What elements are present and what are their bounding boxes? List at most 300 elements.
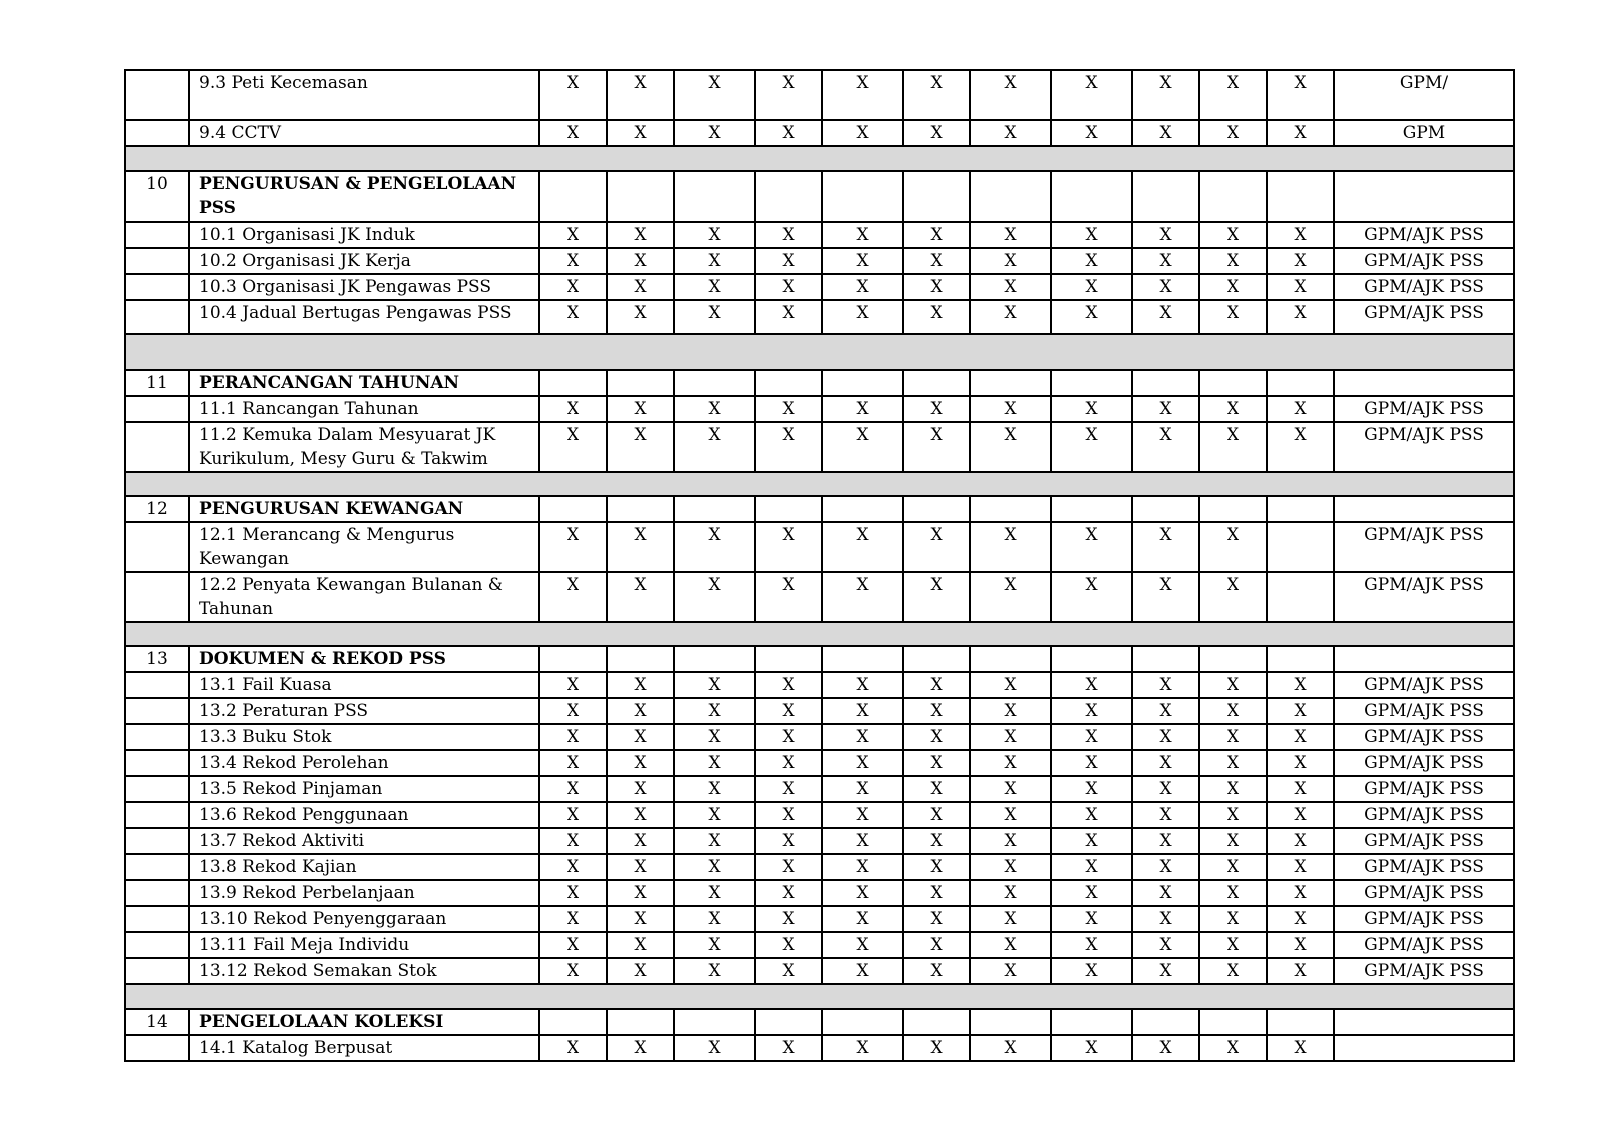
mark-cell bbox=[1132, 370, 1199, 396]
mark-cell: X bbox=[1132, 248, 1199, 274]
mark-cell: X bbox=[1051, 1035, 1132, 1061]
mark-cell: X bbox=[755, 120, 822, 146]
mark-cell: X bbox=[903, 828, 970, 854]
mark-cell bbox=[1051, 646, 1132, 672]
mark-cell bbox=[970, 496, 1051, 522]
mark-cell: X bbox=[822, 120, 903, 146]
mark-cell: X bbox=[822, 222, 903, 248]
responsible-cell: GPM/AJK PSS bbox=[1334, 274, 1514, 300]
table-row bbox=[125, 958, 1514, 984]
mark-cell: X bbox=[539, 932, 607, 958]
responsible-cell bbox=[1334, 646, 1514, 672]
mark-cell: X bbox=[755, 724, 822, 750]
mark-cell: X bbox=[755, 70, 822, 120]
mark-cell: X bbox=[755, 828, 822, 854]
mark-cell: X bbox=[1267, 958, 1334, 984]
mark-cell: X bbox=[607, 880, 674, 906]
responsible-cell: GPM/AJK PSS bbox=[1334, 672, 1514, 698]
mark-cell: X bbox=[1199, 672, 1267, 698]
mark-cell: X bbox=[1132, 222, 1199, 248]
responsible-cell: GPM/AJK PSS bbox=[1334, 776, 1514, 802]
responsible-cell: GPM/AJK PSS bbox=[1334, 698, 1514, 724]
item-label: 13.8 Rekod Kajian bbox=[189, 854, 539, 880]
mark-cell: X bbox=[970, 1035, 1051, 1061]
mark-cell: X bbox=[903, 906, 970, 932]
mark-cell: X bbox=[755, 958, 822, 984]
mark-cell: X bbox=[1132, 958, 1199, 984]
mark-cell: X bbox=[822, 274, 903, 300]
responsible-cell: GPM/AJK PSS bbox=[1334, 880, 1514, 906]
section-header-row bbox=[125, 646, 1514, 672]
mark-cell: X bbox=[822, 880, 903, 906]
mark-cell bbox=[674, 171, 755, 222]
mark-cell: X bbox=[607, 932, 674, 958]
mark-cell: X bbox=[674, 572, 755, 622]
mark-cell bbox=[539, 370, 607, 396]
mark-cell: X bbox=[970, 958, 1051, 984]
table-row bbox=[125, 776, 1514, 802]
mark-cell: X bbox=[822, 70, 903, 120]
mark-cell: X bbox=[539, 248, 607, 274]
section-number bbox=[125, 222, 189, 248]
mark-cell: X bbox=[1132, 120, 1199, 146]
item-label: 13.6 Rekod Penggunaan bbox=[189, 802, 539, 828]
mark-cell: X bbox=[970, 274, 1051, 300]
mark-cell bbox=[607, 370, 674, 396]
item-label: 9.4 CCTV bbox=[189, 120, 539, 146]
mark-cell: X bbox=[1051, 274, 1132, 300]
section-number bbox=[125, 880, 189, 906]
mark-cell bbox=[1132, 1009, 1199, 1035]
mark-cell: X bbox=[755, 906, 822, 932]
mark-cell: X bbox=[1267, 828, 1334, 854]
mark-cell: X bbox=[674, 70, 755, 120]
item-label: 10.1 Organisasi JK Induk bbox=[189, 222, 539, 248]
mark-cell: X bbox=[1199, 724, 1267, 750]
responsible-cell bbox=[1334, 171, 1514, 222]
table-row bbox=[125, 1035, 1514, 1061]
mark-cell: X bbox=[1267, 698, 1334, 724]
section-header-row bbox=[125, 171, 1514, 222]
mark-cell: X bbox=[539, 828, 607, 854]
mark-cell bbox=[1132, 496, 1199, 522]
mark-cell bbox=[607, 171, 674, 222]
mark-cell bbox=[755, 171, 822, 222]
mark-cell: X bbox=[822, 958, 903, 984]
mark-cell: X bbox=[607, 828, 674, 854]
mark-cell: X bbox=[1267, 880, 1334, 906]
mark-cell: X bbox=[1267, 750, 1334, 776]
mark-cell: X bbox=[674, 802, 755, 828]
mark-cell: X bbox=[607, 958, 674, 984]
mark-cell: X bbox=[607, 422, 674, 472]
mark-cell: X bbox=[755, 750, 822, 776]
mark-cell: X bbox=[607, 698, 674, 724]
mark-cell: X bbox=[1267, 1035, 1334, 1061]
section-header-row bbox=[125, 370, 1514, 396]
mark-cell: X bbox=[607, 750, 674, 776]
mark-cell: X bbox=[1051, 906, 1132, 932]
mark-cell: X bbox=[1199, 248, 1267, 274]
mark-cell bbox=[539, 1009, 607, 1035]
mark-cell: X bbox=[1132, 854, 1199, 880]
mark-cell: X bbox=[1132, 776, 1199, 802]
mark-cell: X bbox=[970, 776, 1051, 802]
mark-cell: X bbox=[1199, 222, 1267, 248]
mark-cell: X bbox=[1199, 300, 1267, 334]
mark-cell: X bbox=[1267, 672, 1334, 698]
section-header-row bbox=[125, 496, 1514, 522]
mark-cell: X bbox=[1051, 422, 1132, 472]
mark-cell: X bbox=[822, 572, 903, 622]
mark-cell: X bbox=[755, 274, 822, 300]
mark-cell: X bbox=[1132, 396, 1199, 422]
mark-cell: X bbox=[674, 854, 755, 880]
mark-cell: X bbox=[903, 522, 970, 572]
mark-cell bbox=[674, 646, 755, 672]
table-row bbox=[125, 828, 1514, 854]
mark-cell: X bbox=[607, 120, 674, 146]
section-number bbox=[125, 248, 189, 274]
mark-cell: X bbox=[1199, 880, 1267, 906]
responsible-cell: GPM/AJK PSS bbox=[1334, 522, 1514, 572]
table-row bbox=[125, 70, 1514, 120]
mark-cell: X bbox=[1051, 750, 1132, 776]
mark-cell bbox=[1051, 496, 1132, 522]
responsible-cell: GPM/AJK PSS bbox=[1334, 724, 1514, 750]
separator-cell bbox=[125, 146, 1514, 171]
mark-cell bbox=[607, 496, 674, 522]
mark-cell bbox=[970, 646, 1051, 672]
mark-cell: X bbox=[674, 300, 755, 334]
item-label: 9.3 Peti Kecemasan bbox=[189, 70, 539, 120]
mark-cell: X bbox=[755, 300, 822, 334]
mark-cell: X bbox=[674, 274, 755, 300]
mark-cell: X bbox=[822, 672, 903, 698]
item-label: 11.2 Kemuka Dalam Mesyuarat JK Kurikulum, Mesy Guru & Takwim bbox=[189, 422, 539, 472]
mark-cell bbox=[970, 171, 1051, 222]
mark-cell: X bbox=[539, 776, 607, 802]
mark-cell: X bbox=[822, 396, 903, 422]
mark-cell bbox=[903, 370, 970, 396]
mark-cell: X bbox=[1051, 222, 1132, 248]
section-title: PENGELOLAAN KOLEKSI bbox=[189, 1009, 539, 1035]
section-number bbox=[125, 724, 189, 750]
mark-cell bbox=[1267, 496, 1334, 522]
section-number bbox=[125, 698, 189, 724]
mark-cell: X bbox=[1199, 698, 1267, 724]
mark-cell: X bbox=[1132, 1035, 1199, 1061]
mark-cell: X bbox=[1267, 906, 1334, 932]
section-number bbox=[125, 776, 189, 802]
mark-cell bbox=[970, 1009, 1051, 1035]
mark-cell bbox=[1267, 646, 1334, 672]
mark-cell: X bbox=[1267, 802, 1334, 828]
section-separator bbox=[125, 334, 1514, 370]
mark-cell bbox=[1132, 171, 1199, 222]
mark-cell: X bbox=[1051, 672, 1132, 698]
mark-cell: X bbox=[607, 672, 674, 698]
item-label: 10.2 Organisasi JK Kerja bbox=[189, 248, 539, 274]
responsible-cell: GPM/AJK PSS bbox=[1334, 828, 1514, 854]
item-label: 13.5 Rekod Pinjaman bbox=[189, 776, 539, 802]
section-number bbox=[125, 274, 189, 300]
responsible-cell: GPM/AJK PSS bbox=[1334, 248, 1514, 274]
responsible-cell: GPM/AJK PSS bbox=[1334, 750, 1514, 776]
mark-cell: X bbox=[1051, 958, 1132, 984]
mark-cell bbox=[903, 496, 970, 522]
section-number bbox=[125, 422, 189, 472]
mark-cell: X bbox=[1132, 828, 1199, 854]
responsible-cell: GPM/AJK PSS bbox=[1334, 572, 1514, 622]
mark-cell: X bbox=[539, 300, 607, 334]
item-label: 13.7 Rekod Aktiviti bbox=[189, 828, 539, 854]
mark-cell: X bbox=[607, 248, 674, 274]
mark-cell: X bbox=[1199, 854, 1267, 880]
mark-cell: X bbox=[674, 724, 755, 750]
mark-cell: X bbox=[903, 854, 970, 880]
table-row bbox=[125, 274, 1514, 300]
schedule-table-body bbox=[125, 70, 1514, 1061]
mark-cell: X bbox=[539, 906, 607, 932]
mark-cell: X bbox=[822, 300, 903, 334]
table-row bbox=[125, 572, 1514, 622]
responsible-cell: GPM/AJK PSS bbox=[1334, 906, 1514, 932]
item-label: 10.3 Organisasi JK Pengawas PSS bbox=[189, 274, 539, 300]
mark-cell: X bbox=[755, 854, 822, 880]
mark-cell: X bbox=[970, 572, 1051, 622]
mark-cell bbox=[1199, 1009, 1267, 1035]
mark-cell: X bbox=[1132, 802, 1199, 828]
mark-cell bbox=[1199, 171, 1267, 222]
mark-cell: X bbox=[970, 300, 1051, 334]
mark-cell: X bbox=[903, 880, 970, 906]
mark-cell: X bbox=[822, 932, 903, 958]
mark-cell: X bbox=[970, 70, 1051, 120]
mark-cell: X bbox=[1132, 522, 1199, 572]
separator-cell bbox=[125, 334, 1514, 370]
table-row bbox=[125, 248, 1514, 274]
mark-cell: X bbox=[1132, 422, 1199, 472]
mark-cell: X bbox=[607, 222, 674, 248]
mark-cell: X bbox=[755, 932, 822, 958]
mark-cell bbox=[822, 370, 903, 396]
section-separator bbox=[125, 472, 1514, 496]
item-label: 13.10 Rekod Penyenggaraan bbox=[189, 906, 539, 932]
mark-cell: X bbox=[1051, 880, 1132, 906]
responsible-cell: GPM/AJK PSS bbox=[1334, 300, 1514, 334]
mark-cell: X bbox=[1051, 572, 1132, 622]
mark-cell: X bbox=[1267, 248, 1334, 274]
mark-cell: X bbox=[1199, 776, 1267, 802]
section-separator bbox=[125, 622, 1514, 646]
mark-cell: X bbox=[1199, 932, 1267, 958]
section-number bbox=[125, 932, 189, 958]
mark-cell: X bbox=[539, 724, 607, 750]
mark-cell: X bbox=[903, 572, 970, 622]
mark-cell bbox=[903, 646, 970, 672]
mark-cell: X bbox=[1199, 70, 1267, 120]
separator-cell bbox=[125, 984, 1514, 1009]
mark-cell: X bbox=[1267, 932, 1334, 958]
mark-cell: X bbox=[674, 828, 755, 854]
mark-cell: X bbox=[607, 1035, 674, 1061]
mark-cell: X bbox=[1051, 698, 1132, 724]
mark-cell: X bbox=[1267, 724, 1334, 750]
mark-cell: X bbox=[970, 522, 1051, 572]
table-row bbox=[125, 724, 1514, 750]
mark-cell: X bbox=[1267, 300, 1334, 334]
mark-cell: X bbox=[755, 672, 822, 698]
mark-cell: X bbox=[674, 248, 755, 274]
section-title: PERANCANGAN TAHUNAN bbox=[189, 370, 539, 396]
mark-cell bbox=[903, 171, 970, 222]
item-label: 13.11 Fail Meja Individu bbox=[189, 932, 539, 958]
mark-cell: X bbox=[1051, 724, 1132, 750]
section-number: 10 bbox=[125, 171, 189, 222]
mark-cell bbox=[607, 646, 674, 672]
mark-cell: X bbox=[674, 776, 755, 802]
mark-cell: X bbox=[607, 572, 674, 622]
mark-cell bbox=[903, 1009, 970, 1035]
mark-cell bbox=[970, 370, 1051, 396]
item-label: 12.1 Merancang & Mengurus Kewangan bbox=[189, 522, 539, 572]
mark-cell: X bbox=[755, 1035, 822, 1061]
mark-cell bbox=[674, 496, 755, 522]
section-number bbox=[125, 854, 189, 880]
mark-cell: X bbox=[539, 522, 607, 572]
mark-cell: X bbox=[674, 958, 755, 984]
mark-cell: X bbox=[903, 750, 970, 776]
mark-cell: X bbox=[1051, 120, 1132, 146]
mark-cell: X bbox=[1199, 522, 1267, 572]
mark-cell: X bbox=[755, 776, 822, 802]
item-label: 10.4 Jadual Bertugas Pengawas PSS bbox=[189, 300, 539, 334]
section-number bbox=[125, 572, 189, 622]
mark-cell: X bbox=[607, 396, 674, 422]
table-row bbox=[125, 300, 1514, 334]
mark-cell: X bbox=[903, 70, 970, 120]
responsible-cell: GPM/AJK PSS bbox=[1334, 854, 1514, 880]
mark-cell: X bbox=[970, 222, 1051, 248]
mark-cell bbox=[539, 496, 607, 522]
item-label: 13.3 Buku Stok bbox=[189, 724, 539, 750]
section-number bbox=[125, 1035, 189, 1061]
schedule-table bbox=[124, 69, 1515, 1062]
mark-cell: X bbox=[1199, 906, 1267, 932]
section-title: PENGURUSAN & PENGELOLAAN PSS bbox=[189, 171, 539, 222]
mark-cell bbox=[1199, 496, 1267, 522]
mark-cell: X bbox=[1199, 572, 1267, 622]
responsible-cell: GPM/AJK PSS bbox=[1334, 396, 1514, 422]
mark-cell: X bbox=[674, 932, 755, 958]
mark-cell: X bbox=[970, 248, 1051, 274]
section-number bbox=[125, 396, 189, 422]
mark-cell: X bbox=[970, 828, 1051, 854]
mark-cell: X bbox=[1199, 828, 1267, 854]
mark-cell bbox=[822, 1009, 903, 1035]
mark-cell: X bbox=[1199, 1035, 1267, 1061]
mark-cell bbox=[1051, 370, 1132, 396]
mark-cell: X bbox=[539, 120, 607, 146]
mark-cell: X bbox=[755, 422, 822, 472]
separator-cell bbox=[125, 622, 1514, 646]
responsible-cell: GPM/AJK PSS bbox=[1334, 222, 1514, 248]
table-row bbox=[125, 222, 1514, 248]
mark-cell: X bbox=[970, 422, 1051, 472]
mark-cell bbox=[1051, 1009, 1132, 1035]
mark-cell: X bbox=[607, 906, 674, 932]
mark-cell: X bbox=[1199, 750, 1267, 776]
mark-cell: X bbox=[903, 672, 970, 698]
mark-cell: X bbox=[903, 802, 970, 828]
mark-cell: X bbox=[1132, 274, 1199, 300]
mark-cell: X bbox=[755, 248, 822, 274]
mark-cell: X bbox=[903, 274, 970, 300]
mark-cell: X bbox=[539, 274, 607, 300]
mark-cell: X bbox=[1051, 828, 1132, 854]
mark-cell: X bbox=[674, 672, 755, 698]
section-number bbox=[125, 300, 189, 334]
mark-cell: X bbox=[607, 854, 674, 880]
section-title: PENGURUSAN KEWANGAN bbox=[189, 496, 539, 522]
mark-cell: X bbox=[970, 906, 1051, 932]
table-row bbox=[125, 906, 1514, 932]
section-number bbox=[125, 70, 189, 120]
section-number bbox=[125, 672, 189, 698]
mark-cell: X bbox=[1267, 120, 1334, 146]
mark-cell bbox=[1199, 370, 1267, 396]
mark-cell: X bbox=[755, 572, 822, 622]
mark-cell: X bbox=[674, 1035, 755, 1061]
table-row bbox=[125, 698, 1514, 724]
table-row bbox=[125, 522, 1514, 572]
table-row bbox=[125, 880, 1514, 906]
mark-cell: X bbox=[1132, 906, 1199, 932]
table-row bbox=[125, 854, 1514, 880]
section-number: 14 bbox=[125, 1009, 189, 1035]
mark-cell: X bbox=[755, 396, 822, 422]
mark-cell: X bbox=[903, 958, 970, 984]
mark-cell: X bbox=[674, 422, 755, 472]
mark-cell: X bbox=[822, 776, 903, 802]
mark-cell bbox=[539, 171, 607, 222]
mark-cell: X bbox=[539, 422, 607, 472]
mark-cell: X bbox=[1267, 776, 1334, 802]
separator-cell bbox=[125, 472, 1514, 496]
mark-cell bbox=[1199, 646, 1267, 672]
table-row bbox=[125, 932, 1514, 958]
item-label: 12.2 Penyata Kewangan Bulanan & Tahunan bbox=[189, 572, 539, 622]
mark-cell: X bbox=[1051, 522, 1132, 572]
mark-cell: X bbox=[607, 522, 674, 572]
mark-cell: X bbox=[1051, 70, 1132, 120]
responsible-cell bbox=[1334, 370, 1514, 396]
mark-cell: X bbox=[539, 958, 607, 984]
mark-cell: X bbox=[1051, 854, 1132, 880]
section-number: 12 bbox=[125, 496, 189, 522]
mark-cell bbox=[1267, 171, 1334, 222]
mark-cell: X bbox=[1132, 70, 1199, 120]
mark-cell: X bbox=[1051, 396, 1132, 422]
item-label: 13.1 Fail Kuasa bbox=[189, 672, 539, 698]
mark-cell bbox=[1267, 370, 1334, 396]
responsible-cell: GPM/AJK PSS bbox=[1334, 422, 1514, 472]
mark-cell bbox=[1267, 572, 1334, 622]
mark-cell: X bbox=[755, 802, 822, 828]
mark-cell: X bbox=[822, 750, 903, 776]
section-number bbox=[125, 958, 189, 984]
